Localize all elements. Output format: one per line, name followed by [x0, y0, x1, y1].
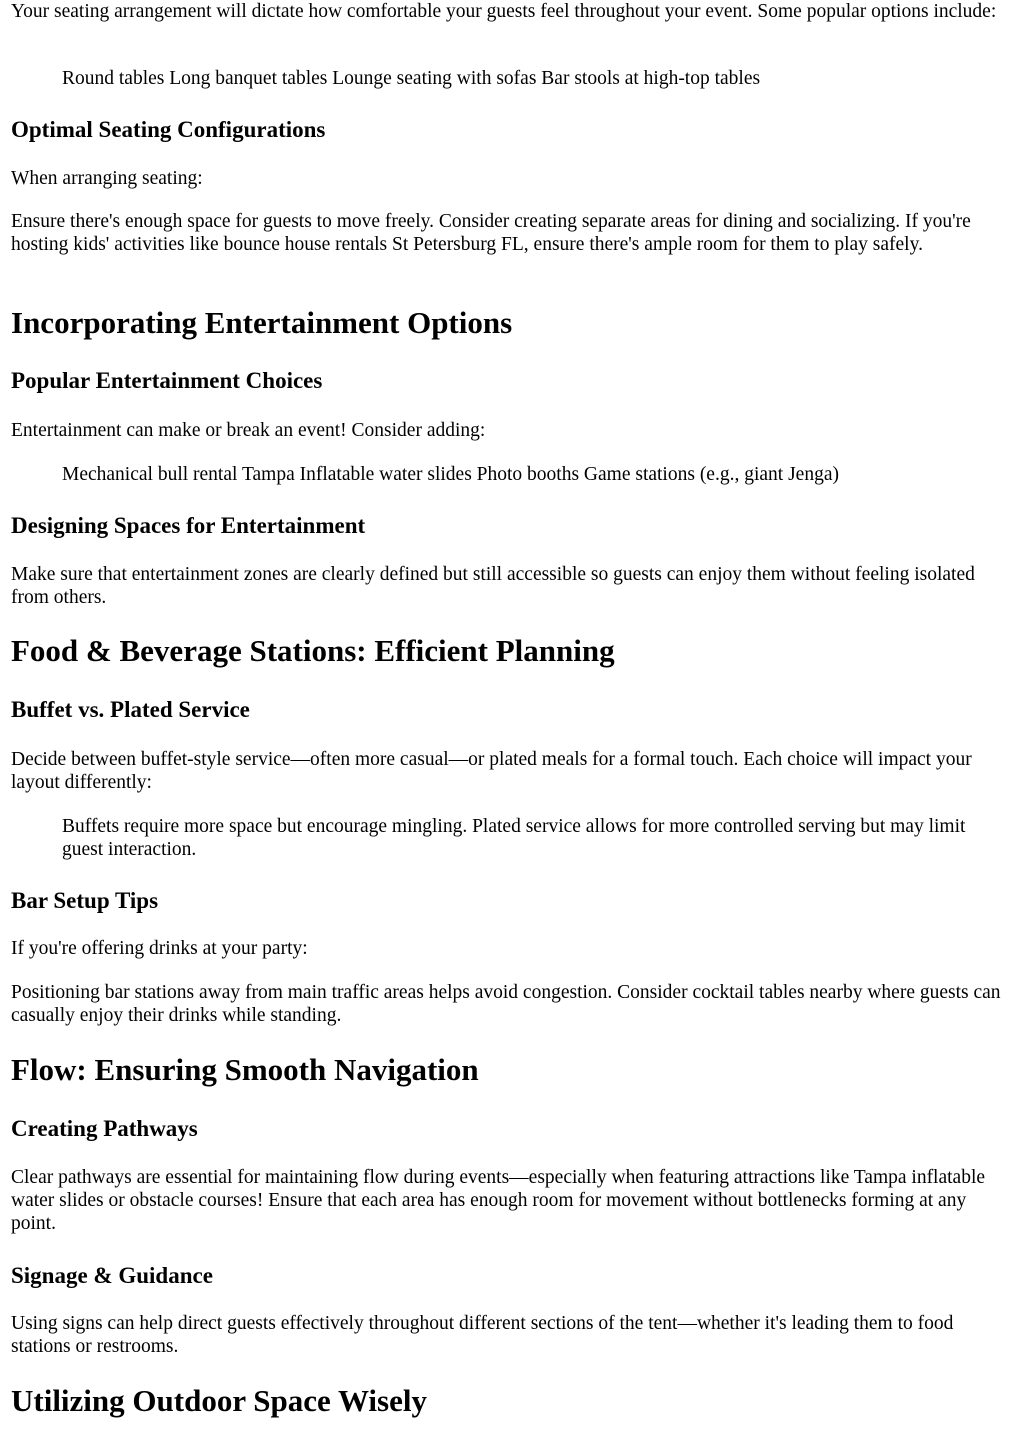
bar-body-paragraph: Positioning bar stations away from main traffic areas helps avoid congestion. Consider cocktail tables nearby where guests can casually enjoy their drinks while standing.: [11, 982, 1001, 1026]
intro-paragraph: Your seating arrangement will dictate how comfortable your guests feel throughout your event. Some popular options include:: [11, 1, 997, 22]
heading-outdoor-space: Utilizing Outdoor Space Wisely: [11, 1383, 427, 1418]
designing-body-paragraph: Make sure that entertainment zones are clearly defined but still accessible so guests can enjoy them without feeling isolated from others.: [11, 564, 975, 608]
signage-body-paragraph: Using signs can help direct guests effectively throughout different sections of the tent—whether it's leading them to food stations or restrooms.: [11, 1313, 954, 1357]
entertainment-lead-paragraph: Entertainment can make or break an event! Consider adding:: [11, 420, 486, 441]
heading-designing-spaces: Designing Spaces for Entertainment: [11, 513, 366, 538]
heading-optimal-seating: Optimal Seating Configurations: [11, 117, 326, 142]
entertainment-options-list: Mechanical bull rental Tampa Inflatable water slides Photo booths Game stations (e.g., giant Jenga): [62, 464, 839, 485]
buffet-options-list: Buffets require more space but encourage mingling. Plated service allows for more controlled serving but may limit guest interaction.: [62, 816, 966, 860]
heading-flow: Flow: Ensuring Smooth Navigation: [11, 1052, 479, 1087]
pathways-body-paragraph: Clear pathways are essential for maintaining flow during events—especially when featuring attractions like Tampa inflatable water slides or obstacle courses! Ensure that each area has enough room for movement without bottlenecks forming at any point.: [11, 1167, 986, 1234]
heading-food-beverage: Food & Beverage Stations: Efficient Planning: [11, 633, 615, 668]
seating-body-paragraph: Ensure there's enough space for guests to move freely. Consider creating separate areas for dining and socializing. If you're hosting kids' activities like bounce house rentals St Petersburg FL, ensure there's ample room for them to play safely.: [11, 211, 971, 255]
heading-creating-pathways: Creating Pathways: [11, 1116, 198, 1141]
heading-popular-entertainment: Popular Entertainment Choices: [11, 368, 323, 393]
seating-lead-paragraph: When arranging seating:: [11, 168, 203, 189]
heading-bar-setup: Bar Setup Tips: [11, 888, 159, 913]
heading-entertainment: Incorporating Entertainment Options: [11, 305, 513, 340]
heading-buffet-plated: Buffet vs. Plated Service: [11, 697, 250, 722]
bar-lead-paragraph: If you're offering drinks at your party:: [11, 938, 308, 959]
seating-options-list: Round tables Long banquet tables Lounge seating with sofas Bar stools at high-top tables: [62, 68, 761, 89]
heading-signage: Signage & Guidance: [11, 1263, 213, 1288]
buffet-body-paragraph: Decide between buffet-style service—often more casual—or plated meals for a formal touch. Each choice will impact your layout differently:: [11, 749, 972, 793]
